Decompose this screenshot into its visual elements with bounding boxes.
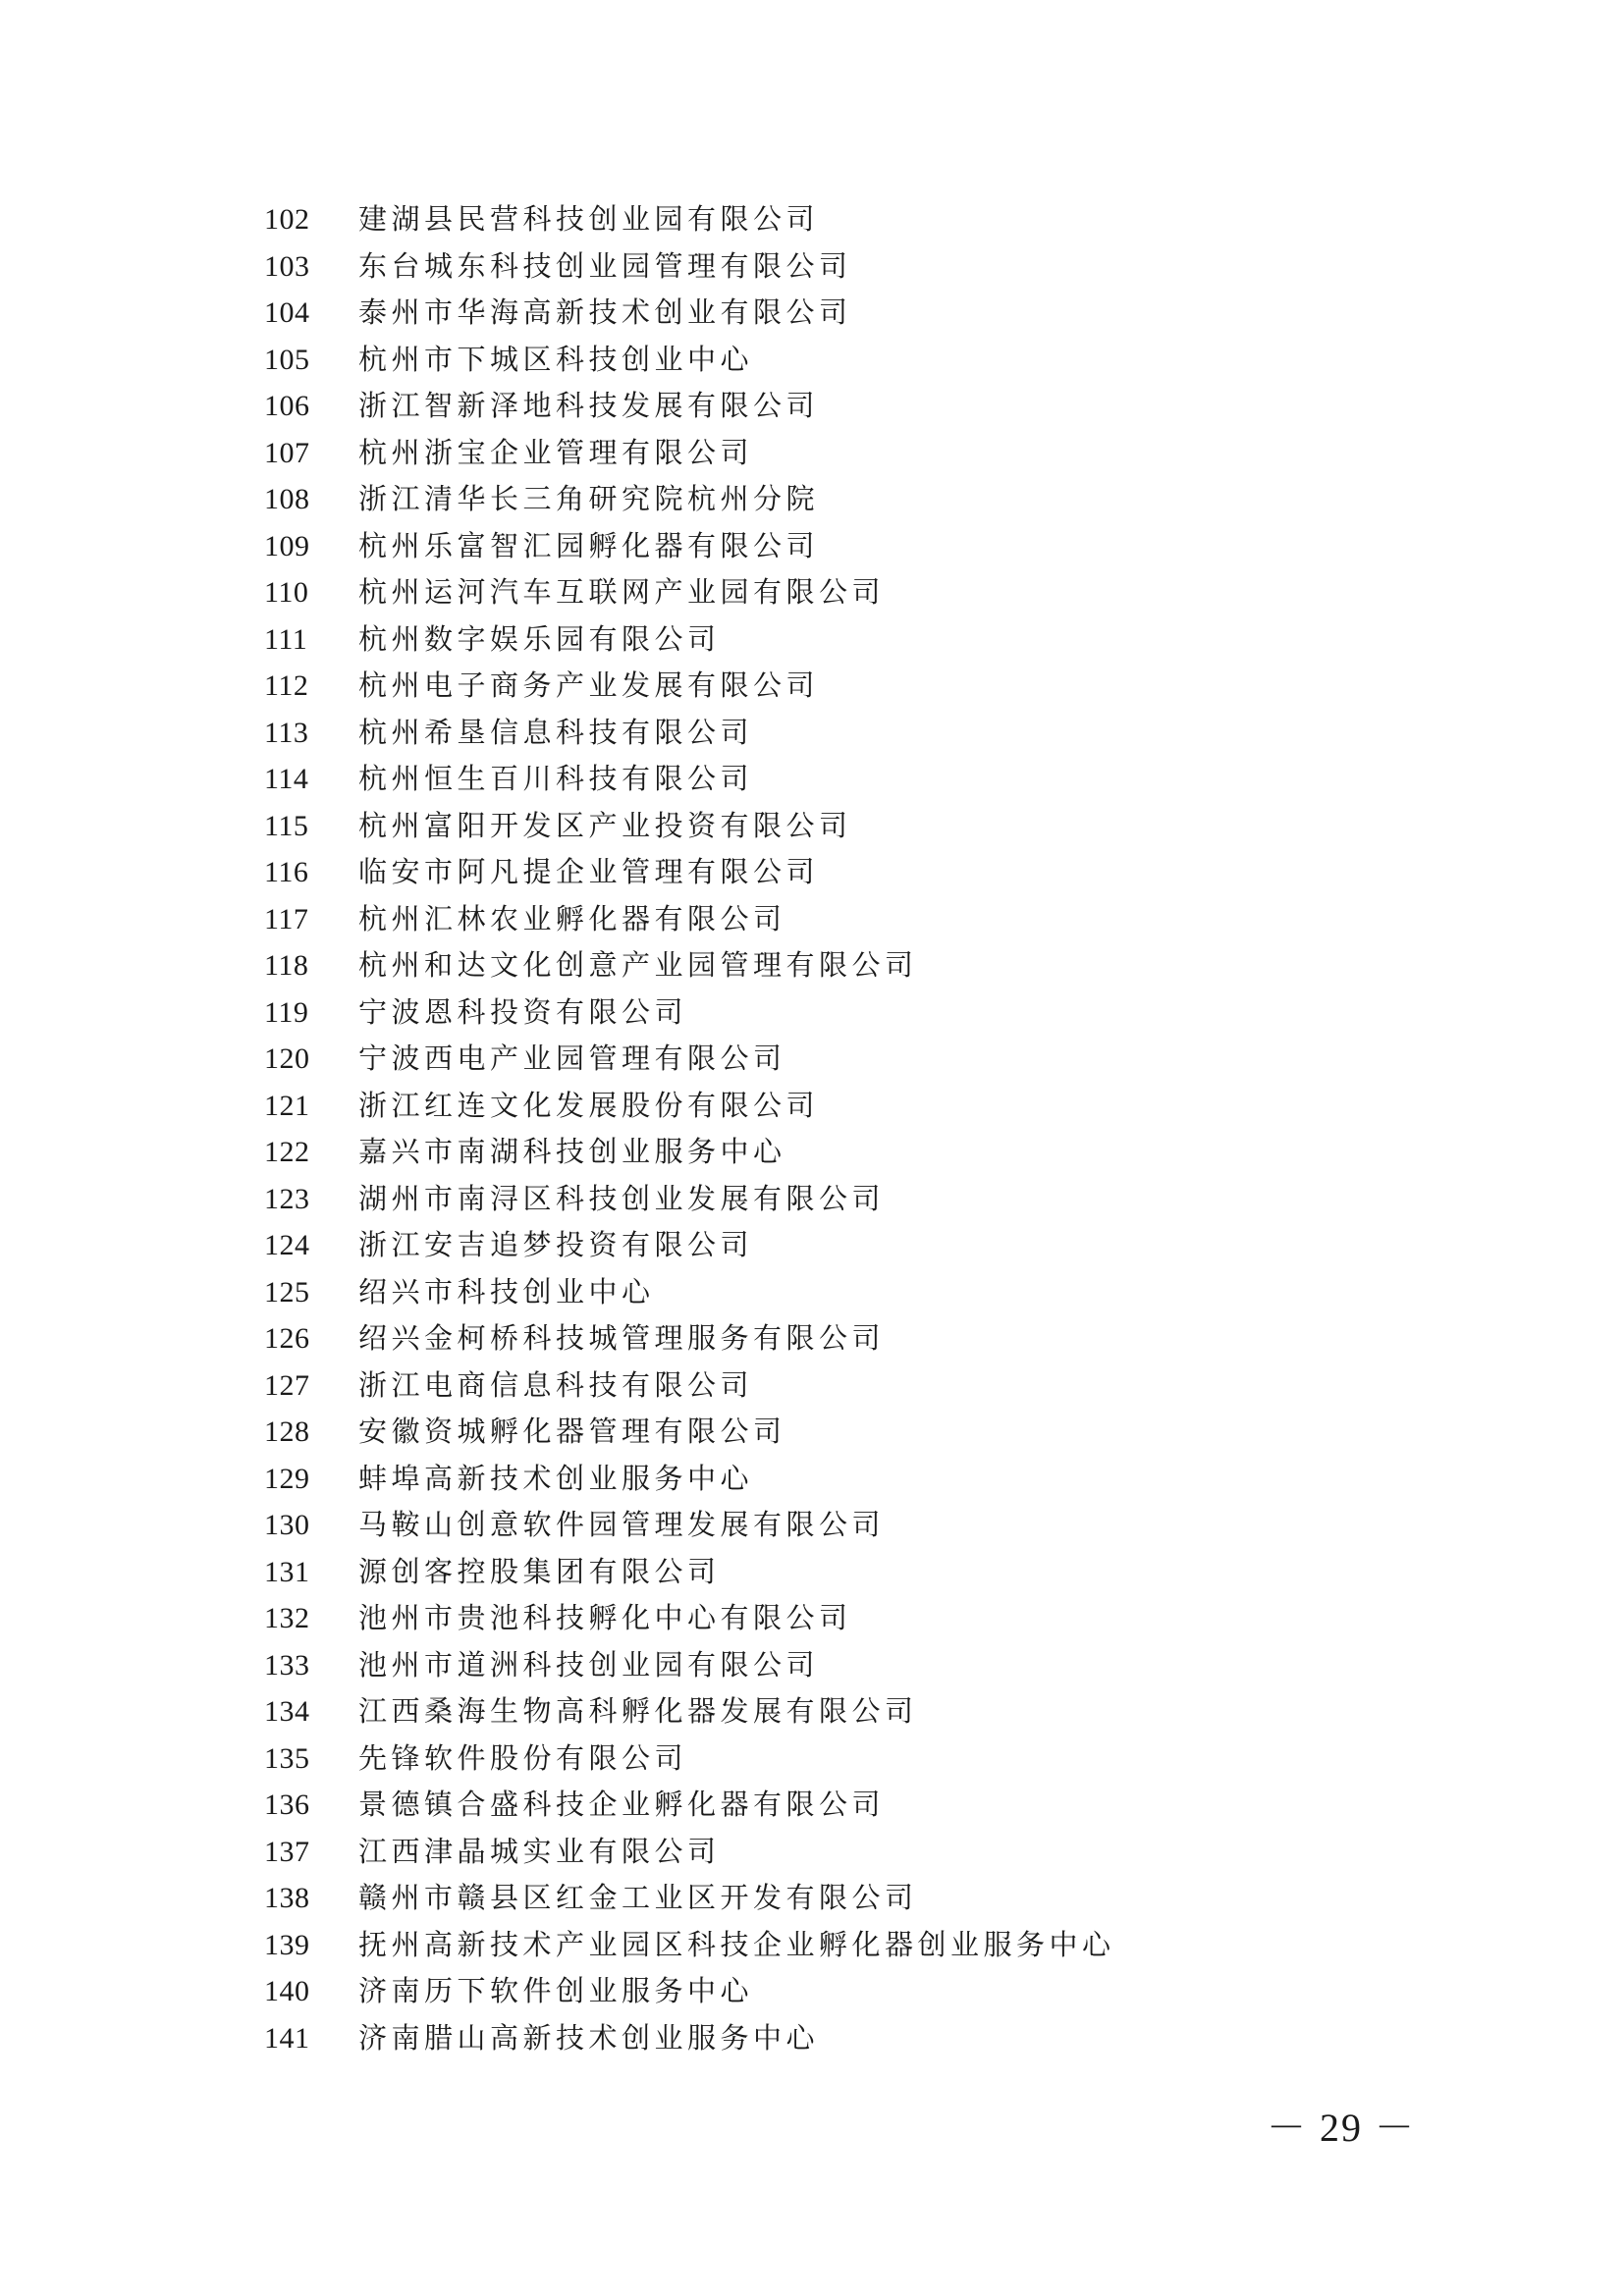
item-number: 107: [264, 436, 310, 469]
list-item: [0, 1362, 1624, 1410]
company-name: 杭州乐富智汇园孵化器有限公司: [358, 528, 820, 562]
item-number: 119: [264, 995, 309, 1029]
company-name: 济南腊山高新技术创业服务中心: [358, 2020, 820, 2055]
list-item: [0, 1222, 1624, 1269]
page-number: － 29 －: [1267, 2106, 1416, 2150]
list-item: [0, 1735, 1624, 1783]
item-number: 110: [264, 576, 309, 609]
item-number: 118: [264, 949, 309, 982]
list-item: [0, 476, 1624, 523]
company-name: 绍兴市科技创业中心: [358, 1274, 655, 1308]
item-number: 134: [264, 1695, 310, 1728]
company-name: 湖州市南浔区科技创业发展有限公司: [358, 1181, 886, 1215]
item-number: 133: [264, 1648, 310, 1682]
company-name: 杭州运河汽车互联网产业园有限公司: [358, 575, 886, 609]
item-number: 114: [264, 763, 309, 795]
list-item: [0, 1782, 1624, 1829]
item-number: 120: [264, 1042, 310, 1075]
list-item: [0, 337, 1624, 384]
list-item: [0, 1129, 1624, 1176]
company-name: 杭州浙宝企业管理有限公司: [358, 435, 754, 469]
item-number: 127: [264, 1368, 310, 1402]
list-item: [0, 756, 1624, 803]
company-name: 江西津晶城实业有限公司: [358, 1834, 721, 1868]
item-number: 129: [264, 1462, 310, 1495]
item-number: 112: [264, 669, 309, 702]
company-name: 杭州富阳开发区产业投资有限公司: [358, 808, 852, 842]
item-number: 123: [264, 1182, 310, 1215]
list-item: [0, 1502, 1624, 1549]
item-number: 126: [264, 1322, 310, 1355]
list-item: [0, 1688, 1624, 1735]
company-list: [0, 196, 1624, 2061]
item-number: 104: [264, 296, 310, 329]
item-number: 125: [264, 1275, 310, 1308]
list-item: [0, 710, 1624, 757]
list-item: [0, 430, 1624, 477]
item-number: 135: [264, 1741, 310, 1775]
company-name: 江西桑海生物高科孵化器发展有限公司: [358, 1694, 918, 1728]
company-name: 浙江红连文化发展股份有限公司: [358, 1088, 820, 1122]
list-item: [0, 989, 1624, 1037]
list-item: [0, 1642, 1624, 1689]
item-number: 137: [264, 1835, 310, 1868]
item-number: 117: [264, 902, 309, 935]
company-name: 绍兴金柯桥科技城管理服务有限公司: [358, 1321, 886, 1355]
item-number: 105: [264, 343, 310, 376]
list-item: [0, 1269, 1624, 1316]
list-item: [0, 1968, 1624, 2015]
company-name: 抚州高新技术产业园区科技企业孵化器创业服务中心: [358, 1927, 1115, 1961]
company-name: 泰州市华海高新技术创业有限公司: [358, 295, 852, 329]
company-name: 济南历下软件创业服务中心: [358, 1974, 754, 2007]
company-name: 嘉兴市南湖科技创业服务中心: [358, 1135, 786, 1168]
list-item: [0, 1176, 1624, 1223]
list-item: [0, 523, 1624, 570]
item-number: 141: [264, 2021, 310, 2055]
company-name: 池州市道洲科技创业园有限公司: [358, 1647, 820, 1682]
list-item: [0, 243, 1624, 291]
list-item: [0, 1456, 1624, 1503]
item-number: 103: [264, 249, 310, 283]
list-item: [0, 1315, 1624, 1362]
company-name: 宁波恩科投资有限公司: [358, 994, 688, 1029]
company-name: 杭州市下城区科技创业中心: [358, 342, 754, 376]
list-item: [0, 383, 1624, 430]
list-item: [0, 663, 1624, 710]
company-name: 浙江电商信息科技有限公司: [358, 1367, 754, 1402]
list-item: [0, 290, 1624, 337]
list-item: [0, 1083, 1624, 1130]
item-number: 128: [264, 1415, 310, 1448]
company-name: 马鞍山创意软件园管理发展有限公司: [358, 1508, 886, 1541]
list-item: [0, 1922, 1624, 1969]
list-item: [0, 803, 1624, 850]
item-number: 130: [264, 1509, 310, 1541]
item-number: 115: [264, 809, 309, 842]
company-name: 源创客控股集团有限公司: [358, 1554, 721, 1588]
list-item: [0, 569, 1624, 616]
list-item: [0, 896, 1624, 943]
item-number: 109: [264, 529, 310, 562]
list-item: [0, 1036, 1624, 1083]
item-number: 140: [264, 1975, 310, 2007]
company-name: 浙江智新泽地科技发展有限公司: [358, 389, 820, 422]
item-number: 124: [264, 1229, 310, 1261]
company-name: 先锋软件股份有限公司: [358, 1740, 688, 1775]
company-name: 杭州数字娱乐园有限公司: [358, 621, 721, 656]
company-name: 蚌埠高新技术创业服务中心: [358, 1461, 754, 1495]
list-item: [0, 1829, 1624, 1876]
company-name: 安徽资城孵化器管理有限公司: [358, 1415, 786, 1448]
company-name: 景德镇合盛科技企业孵化器有限公司: [358, 1788, 886, 1821]
list-item: [0, 1875, 1624, 1922]
item-number: 102: [264, 203, 310, 236]
item-number: 139: [264, 1928, 310, 1961]
company-name: 临安市阿凡提企业管理有限公司: [358, 855, 820, 888]
item-number: 132: [264, 1602, 310, 1634]
company-name: 宁波西电产业园管理有限公司: [358, 1041, 786, 1075]
list-item: [0, 1549, 1624, 1596]
item-number: 106: [264, 390, 310, 422]
company-name: 浙江清华长三角研究院杭州分院: [358, 482, 820, 515]
company-name: 杭州希垦信息科技有限公司: [358, 715, 754, 749]
list-item: [0, 2015, 1624, 2062]
item-number: 113: [264, 716, 309, 749]
company-name: 杭州和达文化创意产业园管理有限公司: [358, 948, 918, 982]
item-number: 131: [264, 1555, 310, 1588]
item-number: 108: [264, 483, 310, 515]
company-name: 杭州恒生百川科技有限公司: [358, 762, 754, 795]
company-name: 杭州汇林农业孵化器有限公司: [358, 901, 786, 935]
item-number: 121: [264, 1089, 310, 1122]
item-number: 122: [264, 1136, 310, 1168]
list-item: [0, 616, 1624, 664]
company-name: 建湖县民营科技创业园有限公司: [358, 202, 820, 236]
company-name: 池州市贵池科技孵化中心有限公司: [358, 1601, 852, 1634]
item-number: 136: [264, 1789, 310, 1821]
company-name: 浙江安吉追梦投资有限公司: [358, 1228, 754, 1261]
company-name: 东台城东科技创业园管理有限公司: [358, 248, 852, 283]
item-number: 111: [264, 622, 308, 656]
list-item: [0, 942, 1624, 989]
company-name: 杭州电子商务产业发展有限公司: [358, 668, 820, 702]
company-name: 赣州市赣县区红金工业区开发有限公司: [358, 1881, 918, 1914]
list-item: [0, 196, 1624, 243]
item-number: 138: [264, 1882, 310, 1914]
list-item: [0, 1409, 1624, 1456]
list-item: [0, 849, 1624, 896]
list-item: [0, 1595, 1624, 1642]
item-number: 116: [264, 856, 309, 888]
